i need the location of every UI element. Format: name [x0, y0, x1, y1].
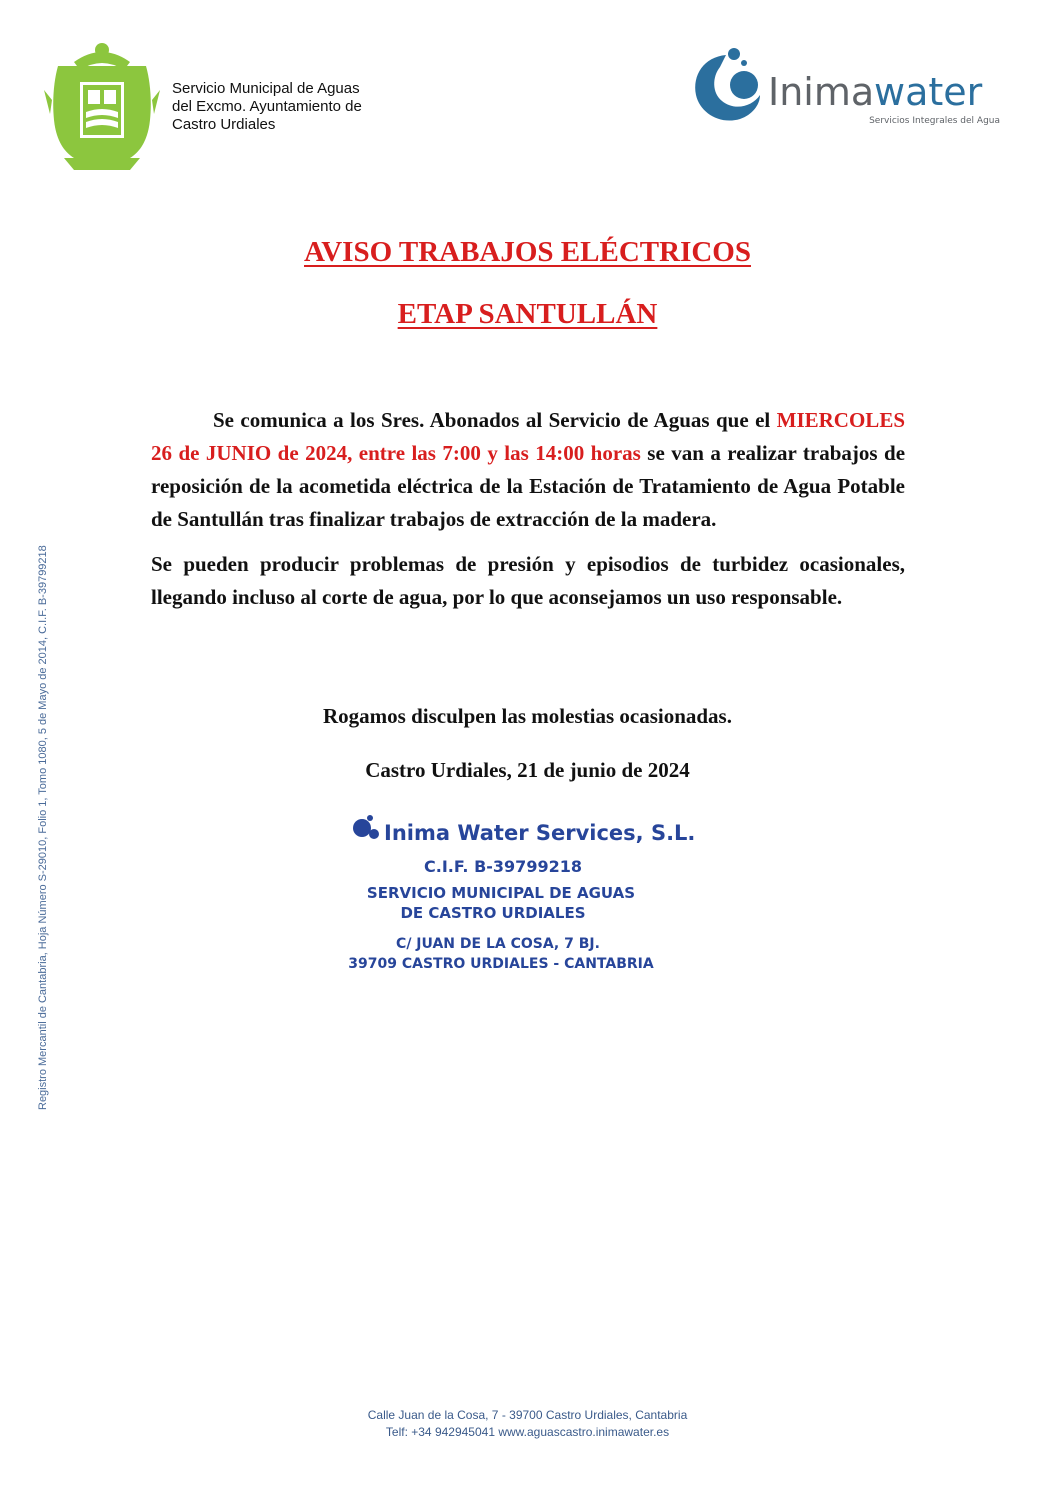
logo-tagline: Servicios Integrales del Agua: [869, 116, 1000, 126]
notice-title: AVISO TRABAJOS ELÉCTRICOS: [304, 236, 751, 268]
organization-name: [172, 80, 432, 134]
inimawater-logo: [690, 45, 1010, 130]
org-line-2: del Excmo. Ayuntamiento de: [172, 98, 362, 115]
notice-subtitle: ETAP SANTULLÁN: [397, 298, 658, 330]
stamp-address: C/ JUAN DE LA COSA, 7 BJ.: [396, 936, 600, 952]
notice-body: [151, 404, 905, 626]
logo-brand-part1: Inima: [768, 70, 875, 114]
paragraph-warning: Se pueden producir problemas de presión y episodios de turbidez ocasionales, llegando incluso al corte de agua, por lo que aconsejamos un uso responsable.: [151, 552, 905, 609]
org-line-3: Castro Urdiales: [172, 116, 276, 133]
date-line: Castro Urdiales, 21 de junio de 2024: [365, 758, 690, 782]
logo-brand-part2: water: [874, 70, 983, 114]
stamp-cif: C.I.F. B-39799218: [424, 857, 582, 876]
stamp-city: 39709 CASTRO URDIALES - CANTABRIA: [348, 956, 654, 972]
org-line-1: Servicio Municipal de Aguas: [172, 80, 360, 97]
footer: [0, 1407, 1055, 1441]
company-stamp: [348, 806, 696, 986]
stamp-drop-icon: [353, 819, 371, 837]
coat-of-arms-logo: [44, 40, 160, 174]
footer-contact: Telf: +34 942945041 www.aguascastro.inimawater.es: [385, 1425, 670, 1439]
stamp-line-1: SERVICIO MUNICIPAL DE AGUAS: [366, 884, 636, 902]
schedule-highlight: MIERCOLES 26 de JUNIO de 2024, entre las 7:00 y las 14:00 horas: [151, 408, 905, 465]
paragraph-announcement: [151, 404, 905, 536]
stamp-company: Inima Water Services, S.L.: [384, 821, 696, 845]
registry-side-text: Registro Mercantil de Cantabria, Hoja Número S-29010, Folio 1, Tomo 1080, 5 de Mayo de 2014, C.I.F. B-39799218: [37, 545, 49, 1110]
announcement-rest: se van a realizar trabajos de reposición de la acometida eléctrica de la Estación de Tratamiento de Agua Potable de Santullán tras finalizar trabajos de extracción de la madera.: [151, 441, 906, 531]
announcement-intro: Se comunica a los Sres. Abonados al Servicio de Aguas que el: [213, 408, 771, 432]
apology-line: Rogamos disculpen las molestias ocasionadas.: [323, 704, 732, 728]
stamp-line-2: DE CASTRO URDIALES: [400, 904, 586, 922]
footer-address: Calle Juan de la Cosa, 7 - 39700 Castro Urdiales, Cantabria: [367, 1408, 688, 1422]
